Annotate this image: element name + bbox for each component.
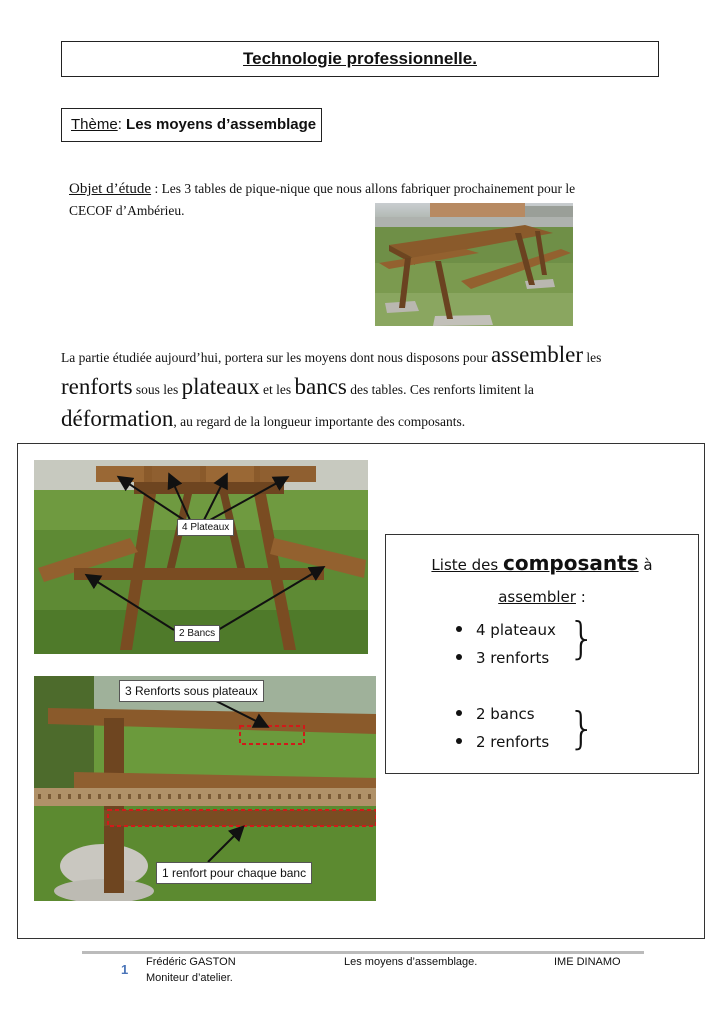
partie-l3-big: déformation xyxy=(61,406,174,431)
partie-l1-big: assembler xyxy=(491,342,584,367)
partie-line-1 xyxy=(61,342,601,368)
footer-org: IME DINAMO xyxy=(554,956,621,968)
list-item: 2 bancs xyxy=(456,705,535,723)
theme-label: Thème xyxy=(71,116,118,133)
picnic-table-photo xyxy=(375,203,573,326)
list-title-bold: composants xyxy=(502,551,639,575)
theme-box xyxy=(61,108,322,142)
list-title-line2: assembler xyxy=(498,588,576,606)
partie-l2-big1: renforts xyxy=(61,374,133,399)
objet-text-line1: : Les 3 tables de pique-nique que nous allons fabriquer prochainement pour le xyxy=(151,181,576,196)
partie-l1-b: les xyxy=(583,350,602,365)
brace-icon: } xyxy=(568,703,596,754)
list-item: 3 renforts xyxy=(456,649,549,667)
partie-l2-big3: bancs xyxy=(294,374,347,399)
footer-role: Moniteur d’atelier. xyxy=(146,972,233,984)
components-list-box xyxy=(385,534,699,774)
footer-rule xyxy=(82,951,644,954)
footer-subject: Les moyens d’assemblage. xyxy=(344,956,478,968)
partie-line-3 xyxy=(61,406,465,432)
label-renfort-banc: 1 renfort pour chaque banc xyxy=(156,862,312,884)
partie-l2-b: et les xyxy=(259,382,295,397)
page-number: 1 xyxy=(121,962,129,977)
list-title-post: à xyxy=(638,556,653,574)
label-plateaux: 4 Plateaux xyxy=(177,519,234,536)
title-box xyxy=(61,41,659,77)
page-title: Technologie professionnelle. xyxy=(243,49,477,68)
list-item: 2 renforts xyxy=(456,733,549,751)
theme-value: Les moyens d’assemblage xyxy=(126,116,317,133)
partie-l2-c: des tables. Ces renforts limitent la xyxy=(346,382,534,397)
footer-author: Frédéric GASTON xyxy=(146,956,236,968)
partie-l2-big2: plateaux xyxy=(181,374,260,399)
brace-icon: } xyxy=(568,613,596,664)
objet-text-line2: CECOF d’Ambérieu. xyxy=(69,203,185,218)
list-item: 4 plateaux xyxy=(456,621,556,639)
partie-l1-a: La partie étudiée aujourd’hui, portera sur les moyens dont nous disposons pour xyxy=(61,350,492,365)
theme-separator: : xyxy=(117,116,127,133)
label-bancs: 2 Bancs xyxy=(174,625,220,642)
partie-l3-a: , au regard de la longueur importante des composants. xyxy=(173,414,466,429)
objet-label: Objet d’étude xyxy=(69,181,152,197)
partie-line-2 xyxy=(61,374,534,400)
label-renforts-plateaux: 3 Renforts sous plateaux xyxy=(119,680,264,702)
partie-l2-a: sous les xyxy=(132,382,182,397)
list-title-pre: Liste des xyxy=(431,556,503,574)
components-list-title xyxy=(386,547,698,613)
list-title-colon: : xyxy=(575,588,586,606)
